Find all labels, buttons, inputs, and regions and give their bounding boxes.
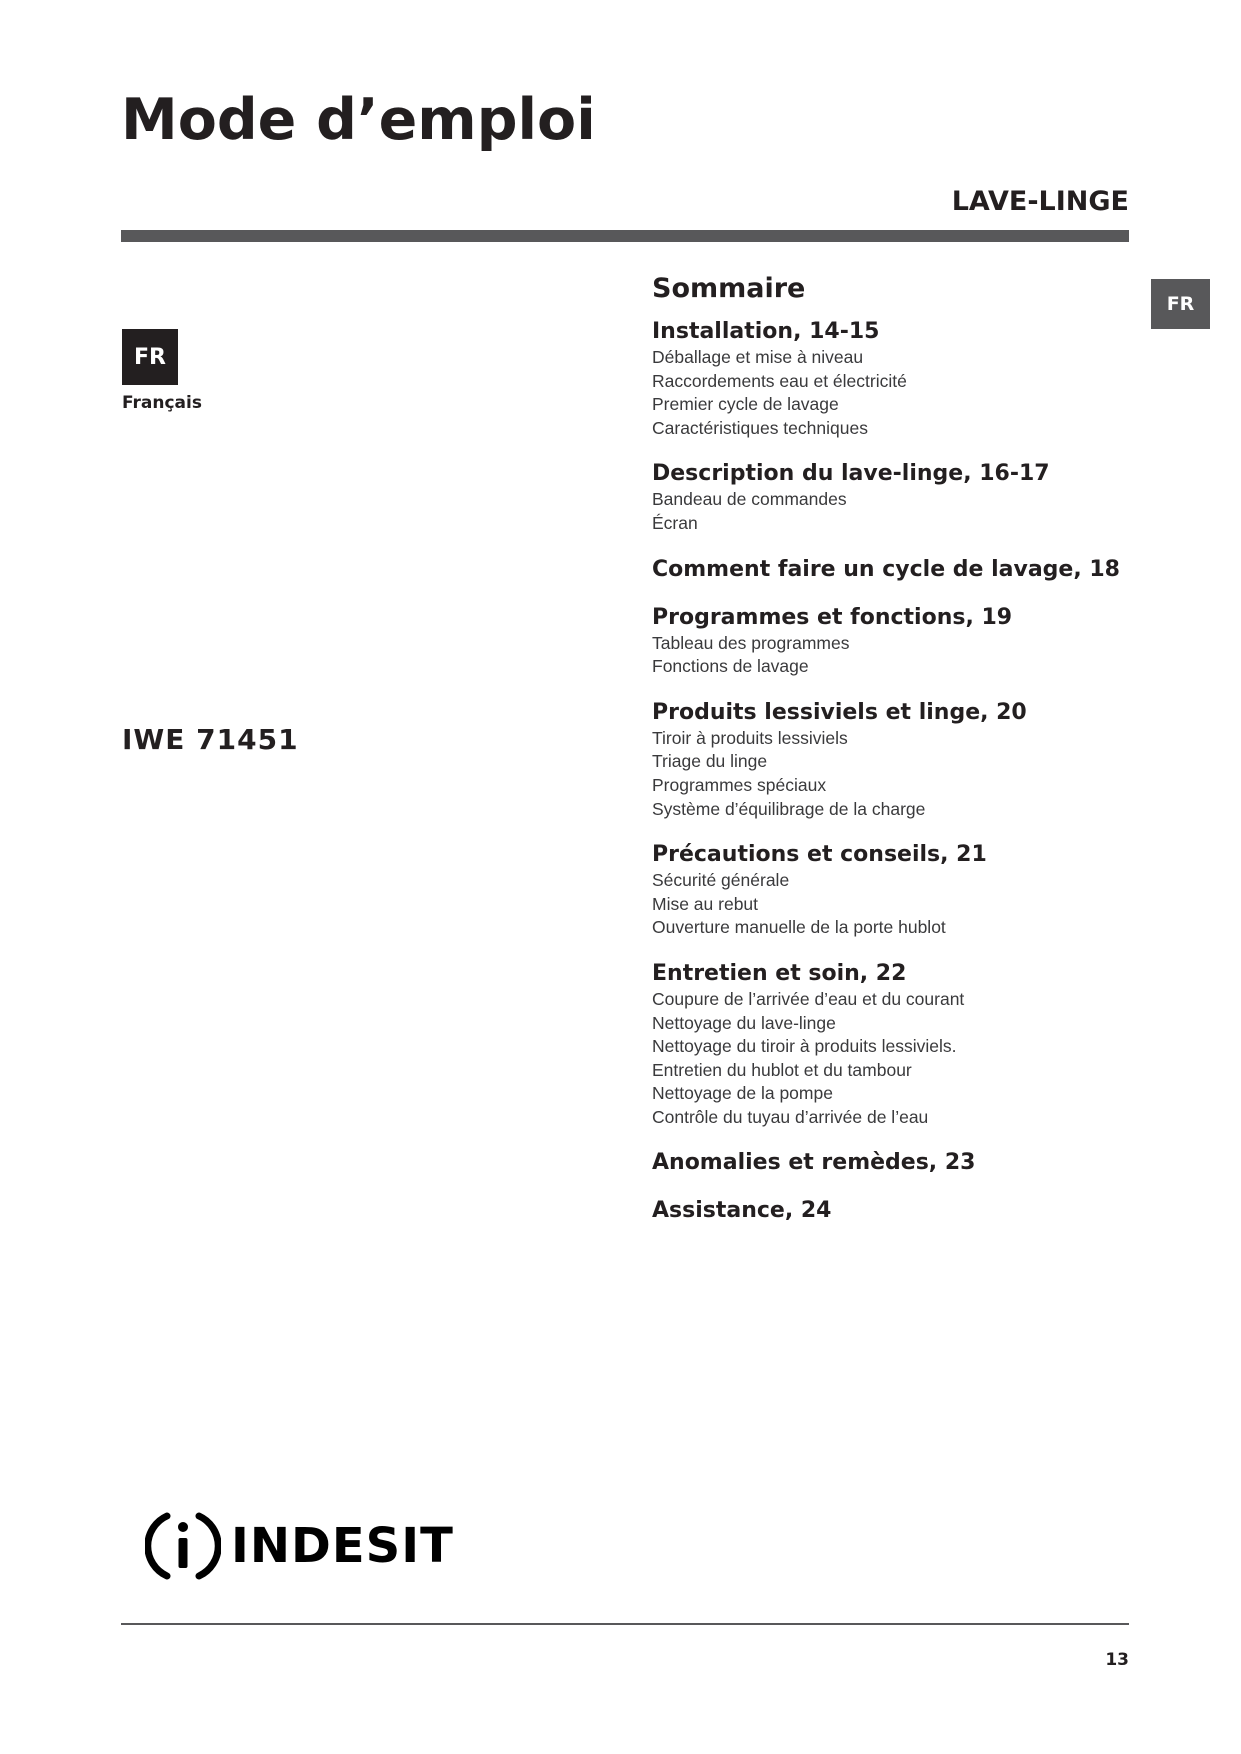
toc-item: Tiroir à produits lessiviels (652, 727, 848, 748)
toc-item: Contrôle du tuyau d’arrivée de l’eau (652, 1106, 929, 1127)
toc-section (652, 556, 1132, 584)
toc-sections (652, 318, 1132, 1225)
toc-item: Caractéristiques techniques (652, 417, 868, 438)
toc-section-title: Produits lessiviels et linge, 20 (652, 699, 1027, 725)
toc-item: Coupure de l’arrivée d’eau et du courant (652, 988, 965, 1009)
toc-section (652, 318, 1132, 440)
toc-section-title: Précautions et conseils, 21 (652, 842, 987, 868)
toc-item: Mise au rebut (652, 893, 759, 914)
toc-section-title: Entretien et soin, 22 (652, 960, 907, 986)
page-title: Mode d’emploi (121, 87, 596, 153)
toc-item: Déballage et mise à niveau (652, 347, 864, 367)
toc-section-items (652, 869, 1132, 940)
toc-item: Nettoyage de la pompe (652, 1083, 833, 1104)
toc-item: Écran (652, 512, 698, 533)
toc-section-title: Installation, 14-15 (652, 319, 880, 344)
toc-section (652, 960, 1132, 1130)
toc-section (652, 1197, 1132, 1225)
toc-section (652, 699, 1132, 821)
toc-item: Fonctions de lavage (652, 656, 809, 677)
toc-item: Programmes spéciaux (652, 774, 827, 795)
toc-section-items (652, 727, 1132, 821)
toc-item: Ouverture manuelle de la porte hublot (652, 917, 946, 938)
model-number: IWE 71451 (122, 723, 299, 756)
toc-section (652, 1149, 1132, 1177)
toc-item: Raccordements eau et électricité (652, 370, 907, 391)
toc-item: Tableau des programmes (652, 632, 850, 653)
toc-heading: Sommaire (652, 273, 806, 304)
toc-section-title: Description du lave-linge, 16-17 (652, 461, 1050, 487)
toc-section-items (652, 488, 1132, 535)
toc-section-title: Assistance, 24 (652, 1198, 832, 1224)
brand-wordmark: INDESIT (231, 1518, 454, 1574)
table-of-contents (652, 272, 1132, 1245)
language-side-tab: FR (1151, 279, 1210, 329)
toc-item: Système d’équilibrage de la charge (652, 798, 926, 819)
toc-section-items (652, 988, 1132, 1130)
toc-item: Nettoyage du tiroir à produits lessiviels. (652, 1036, 957, 1057)
toc-section-items (652, 632, 1132, 679)
toc-item: Entretien du hublot et du tambour (652, 1059, 912, 1080)
toc-item: Nettoyage du lave-linge (652, 1012, 836, 1033)
toc-section (652, 604, 1132, 679)
indesit-logo (145, 1510, 454, 1582)
info-circle-logo-icon (145, 1508, 221, 1584)
header-divider-bar (121, 230, 1129, 242)
toc-item: Bandeau de commandes (652, 489, 847, 510)
toc-section (652, 841, 1132, 940)
toc-item: Triage du linge (652, 751, 768, 772)
language-label: Français (122, 393, 202, 413)
toc-section-title: Anomalies et remèdes, 23 (652, 1150, 976, 1176)
toc-item: Sécurité générale (652, 870, 790, 891)
toc-section-items (652, 346, 1132, 440)
toc-section-title: Programmes et fonctions, 19 (652, 604, 1013, 630)
product-type-label: LAVE-LINGE (951, 186, 1129, 217)
toc-item: Premier cycle de lavage (652, 394, 839, 415)
footer-divider (121, 1623, 1129, 1625)
toc-section-title: Comment faire un cycle de lavage, 18 (652, 556, 1120, 582)
toc-section (652, 460, 1132, 535)
page-number: 13 (1105, 1650, 1129, 1670)
language-code-box: FR (122, 329, 178, 385)
